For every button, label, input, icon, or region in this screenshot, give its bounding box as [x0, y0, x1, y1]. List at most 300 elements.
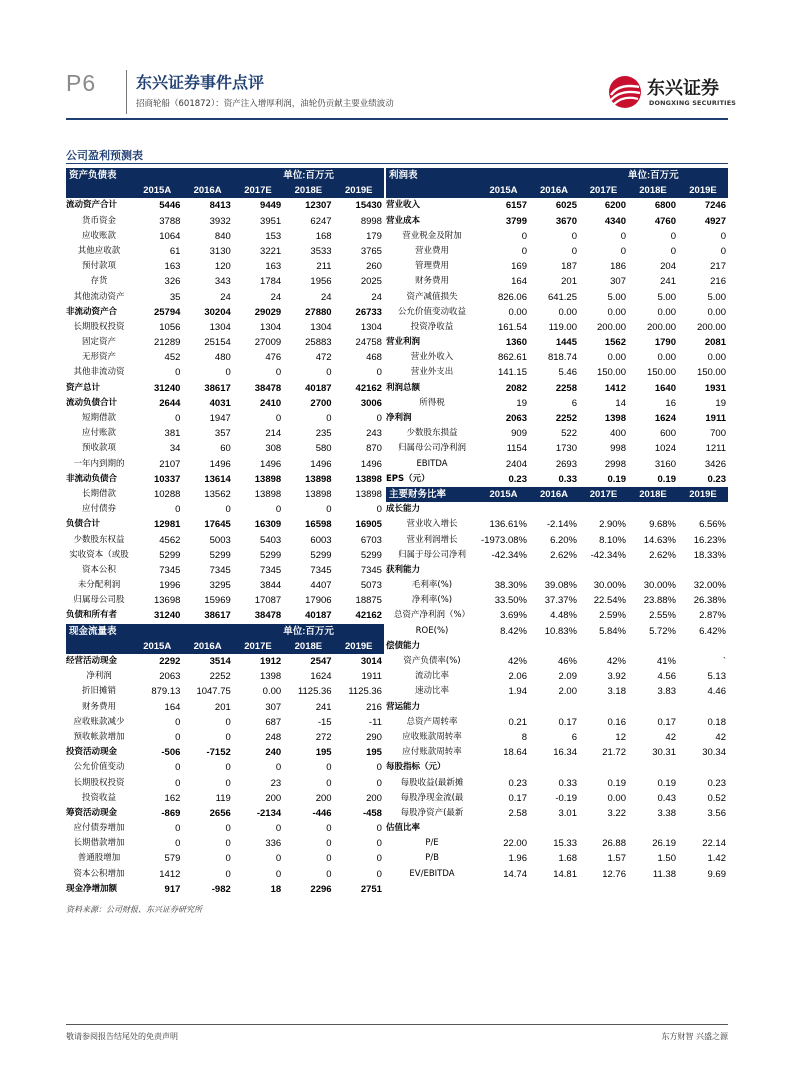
cell-value: 0	[225, 838, 231, 850]
row-label: 营业利润增长	[406, 534, 458, 545]
row-label: 少数股东损益	[406, 428, 458, 439]
cell-value: 580	[315, 443, 332, 455]
cell-value: 818.74	[547, 352, 577, 364]
row-label: 预付款项	[81, 261, 116, 272]
cell-value: 14.63%	[643, 534, 676, 546]
cell-value: 23.88%	[643, 595, 676, 607]
cell-value: 0	[175, 731, 181, 743]
year-header: 2019E	[345, 185, 373, 197]
cell-value: 8413	[209, 200, 231, 212]
cell-value: 4.56	[657, 671, 676, 683]
cell-value: 5003	[209, 534, 231, 546]
footer-slogan: 东方财智 兴盛之源	[661, 1032, 728, 1041]
table-row	[66, 411, 384, 426]
table-row	[386, 274, 728, 289]
table-row	[66, 791, 384, 806]
table-row	[66, 214, 384, 229]
table-row	[66, 806, 384, 821]
table-row	[66, 760, 384, 775]
cell-value: 6025	[555, 200, 577, 212]
cell-value: 0	[225, 716, 231, 728]
cell-value: 0	[620, 230, 626, 242]
row-label: 应收账款减少	[73, 716, 125, 727]
cell-value: 0.19	[607, 777, 626, 789]
cell-value: 16.34	[553, 747, 577, 759]
row-label: EPS（元）	[386, 473, 430, 484]
section-row	[386, 821, 728, 836]
row-label: 归属母公司净利润	[397, 443, 466, 454]
cell-value: 25794	[153, 306, 181, 318]
cell-value: 3.01	[558, 807, 577, 819]
cell-value: 5.00	[707, 291, 726, 303]
cell-value: 42%	[507, 656, 527, 667]
cell-value: 0	[376, 868, 382, 880]
cell-value: 2644	[159, 397, 181, 409]
year-row-label	[66, 639, 132, 654]
cell-value: 0	[175, 367, 181, 379]
year-row-label: 主要财务比率	[389, 488, 447, 500]
table-row	[66, 882, 384, 897]
cell-value: 187	[561, 261, 577, 273]
cell-value: 141.15	[497, 367, 527, 379]
cell-value: 1947	[209, 413, 231, 424]
row-label: 非流动负债合	[66, 473, 118, 484]
cell-value: 18	[270, 883, 282, 895]
section-row	[386, 639, 728, 654]
year-header: 2016A	[193, 640, 222, 652]
section-row	[386, 502, 728, 517]
cell-value: 0	[175, 777, 181, 789]
table-row	[66, 867, 384, 882]
cell-value: 2404	[505, 458, 527, 470]
cell-value: 25154	[204, 337, 231, 349]
row-label: 营业外收入	[410, 352, 454, 363]
cell-value: 3514	[209, 656, 231, 667]
cell-value: 0.43	[657, 792, 676, 804]
cell-value: 0	[376, 777, 382, 789]
table-row	[386, 745, 728, 760]
table-row	[66, 426, 384, 441]
row-label: 财务费用	[81, 701, 116, 712]
cell-value: 0.33	[558, 777, 577, 789]
cell-value: 1304	[310, 321, 332, 333]
cell-value: 163	[164, 261, 181, 273]
cell-value: 168	[315, 230, 332, 242]
logo-cn-text: 东兴证券	[647, 78, 719, 99]
row-label: 实收资本（或股	[69, 549, 129, 560]
row-label: EBITDA	[416, 458, 448, 469]
cell-value: 18.64	[503, 747, 527, 759]
cell-value: -11	[368, 716, 382, 728]
cell-value: 2292	[159, 656, 181, 667]
company-logo	[607, 73, 737, 113]
table-row	[66, 457, 384, 472]
year-header-row	[386, 487, 728, 502]
cell-value: 13898	[305, 488, 332, 500]
cell-value: 2252	[209, 671, 231, 683]
cell-value: 162	[164, 792, 181, 804]
row-label: 应付债券增加	[73, 823, 125, 834]
row-label: 营运能力	[386, 701, 421, 712]
cell-value: 1496	[209, 458, 231, 470]
table-header-row	[66, 168, 384, 183]
row-label: 长期股权投资	[73, 777, 125, 788]
cell-value: 30.00%	[593, 580, 626, 592]
cell-value: 18.33%	[693, 549, 726, 561]
row-label: EV/EBITDA	[409, 868, 455, 879]
cell-value: 42162	[355, 610, 382, 622]
cell-value: 0.00	[262, 686, 282, 698]
table-row	[386, 517, 728, 532]
cell-value: 1398	[260, 671, 282, 683]
cell-value: 1.57	[607, 853, 626, 865]
cell-value: 217	[710, 261, 726, 273]
cell-value: 169	[511, 261, 527, 273]
cell-value: 1125.36	[297, 686, 332, 698]
cell-value: 201	[561, 276, 577, 288]
cell-value: 0.18	[707, 716, 726, 728]
cell-value: 38617	[204, 610, 231, 622]
row-label: 公允价值变动收益	[397, 306, 466, 317]
cell-value: 14	[615, 397, 626, 409]
cell-value: 1412	[604, 382, 626, 394]
cell-value: 248	[265, 731, 282, 743]
cell-value: 826.06	[497, 291, 527, 303]
section-rule	[66, 163, 728, 164]
table-row	[386, 396, 728, 411]
cell-value: 42%	[606, 656, 626, 667]
cell-value: 3788	[159, 215, 181, 227]
cell-value: 5.13	[707, 671, 726, 683]
cell-value: 24	[220, 291, 231, 303]
cell-value: 38.30%	[494, 580, 527, 592]
table-row	[386, 457, 728, 472]
cell-value: 33.50%	[494, 595, 527, 607]
cell-value: 0	[225, 367, 231, 379]
cell-value: 10.83%	[544, 625, 577, 637]
row-label: 财务费用	[414, 276, 449, 287]
cell-value: 3765	[360, 245, 382, 257]
cell-value: 5299	[260, 549, 282, 561]
table-row	[386, 593, 728, 608]
cell-value: 9.68%	[649, 519, 676, 531]
row-label: P/B	[425, 853, 439, 864]
cell-value: 5.00	[657, 291, 676, 303]
cell-value: 1412	[159, 868, 181, 880]
cell-value: -7152	[206, 747, 231, 759]
cell-value: 1640	[654, 382, 676, 394]
row-label: 存货	[90, 276, 108, 287]
cell-value: 0.19	[657, 777, 676, 789]
cell-value: 164	[511, 276, 527, 288]
row-label: 总资产净利润（%）	[393, 610, 471, 621]
row-label: 所得税	[419, 397, 445, 408]
cell-value: 917	[164, 883, 181, 895]
row-label: 每股指标（元）	[386, 762, 446, 773]
cell-value: 2081	[704, 337, 726, 349]
cell-value: 0.16	[607, 716, 626, 728]
cell-value: 21.72	[602, 747, 626, 759]
cell-value: 40187	[305, 382, 332, 394]
cell-value: 39.08%	[544, 580, 577, 592]
cell-value: -15	[317, 716, 332, 728]
cell-value: 13614	[204, 473, 231, 485]
cell-value: 0.00	[558, 306, 577, 318]
cell-value: 1911	[361, 671, 382, 683]
right-tables	[386, 168, 728, 882]
cell-value: 700	[710, 428, 726, 440]
cell-value: 2.55%	[649, 610, 676, 622]
cell-value: 3670	[555, 215, 577, 227]
cell-value: 0.00	[707, 306, 726, 318]
cell-value: 240	[265, 747, 282, 759]
cell-value: 1056	[159, 321, 181, 333]
cell-value: 42	[715, 731, 726, 743]
cell-value: 3.69%	[500, 610, 527, 622]
page-number: P6	[66, 70, 97, 96]
cell-value: 0.19	[657, 473, 676, 485]
cell-value: 909	[511, 428, 527, 440]
row-label: 流动比率	[414, 671, 449, 682]
cell-value: 4031	[209, 397, 231, 409]
cell-value: 290	[366, 731, 382, 743]
table-row	[386, 548, 728, 563]
row-label: 一年内到期的	[73, 458, 125, 469]
table-row	[386, 320, 728, 335]
year-header: 2019E	[689, 488, 717, 500]
cell-value: 30.31	[652, 747, 676, 759]
cell-value: 1931	[704, 382, 726, 394]
table-row	[386, 715, 728, 730]
cell-value: 1.68	[558, 853, 577, 865]
row-label: 资本公积	[81, 564, 116, 575]
year-header: 2017E	[589, 488, 618, 500]
cell-value: 400	[610, 428, 626, 440]
row-label: ROE(%)	[415, 625, 449, 636]
cell-value: 1.94	[508, 686, 527, 698]
cell-value: 3.38	[657, 807, 676, 819]
cell-value: 201	[214, 701, 231, 713]
cell-value: 1125.36	[348, 686, 382, 698]
cell-value: 4.46	[707, 686, 726, 698]
cell-value: 2547	[310, 656, 332, 667]
table-row	[66, 548, 384, 563]
cell-value: 0	[326, 413, 332, 424]
table-row	[386, 669, 728, 684]
cell-value: 1398	[604, 413, 626, 424]
cell-value: 241	[315, 701, 332, 713]
cell-value: 0.23	[508, 777, 527, 789]
row-label: 其他应收款	[77, 245, 121, 256]
cell-value: 1211	[705, 443, 726, 455]
cell-value: 3.83	[657, 686, 676, 698]
table-row	[386, 381, 728, 396]
cell-value: 3.56	[707, 807, 726, 819]
cell-value: 0	[225, 731, 231, 743]
cell-value: 14.74	[503, 868, 527, 880]
row-label: 营业收入	[386, 200, 421, 211]
cell-value: 119.00	[548, 321, 577, 333]
row-label: 偿债能力	[386, 640, 421, 651]
row-label: 流动资产合计	[66, 200, 118, 211]
row-label: 预收帐款增加	[73, 731, 125, 742]
row-label: P/E	[425, 838, 439, 849]
cell-value: 1956	[310, 276, 332, 288]
cell-value: 186	[610, 261, 626, 273]
cell-value: 5299	[360, 549, 382, 561]
row-label: 固定资产	[81, 337, 116, 348]
cell-value: 0	[225, 868, 231, 880]
cell-value: 26.19	[652, 838, 676, 850]
cell-value: 38478	[254, 382, 282, 394]
row-label: 速动比率	[414, 686, 449, 697]
cell-value: 1445	[555, 337, 577, 349]
table-title: 现金流量表	[69, 625, 117, 637]
cell-value: 12307	[305, 200, 332, 212]
cell-value: 1562	[604, 337, 626, 349]
cell-value: 150.00	[596, 367, 626, 379]
cell-value: -1973.08%	[481, 534, 527, 546]
row-label: 长期借款	[81, 488, 116, 499]
row-label: 公允价值变动	[73, 762, 125, 773]
cell-value: 41%	[656, 656, 676, 667]
table-row	[386, 806, 728, 821]
cell-value: 687	[265, 716, 282, 728]
cell-value: 60	[220, 443, 231, 455]
cell-value: 0.33	[558, 473, 577, 485]
cell-value: 0	[521, 230, 527, 242]
cell-value: 3006	[360, 397, 382, 409]
cell-value: 8.42%	[500, 625, 527, 637]
cell-value: 1304	[360, 321, 382, 333]
cell-value: `	[722, 656, 726, 667]
cell-value: 6800	[654, 200, 676, 212]
row-label: 毛利率(%)	[411, 580, 453, 591]
cell-value: 1996	[159, 580, 181, 592]
cell-value: 13898	[355, 488, 382, 500]
cell-value: 0	[175, 838, 181, 850]
cell-value: 6200	[604, 200, 626, 212]
cell-value: 0	[720, 230, 726, 242]
cell-value: 2700	[310, 397, 332, 409]
cell-value: 200.00	[646, 321, 676, 333]
row-label: 资产总计	[66, 382, 101, 393]
cell-value: 22.14	[702, 838, 726, 850]
row-label: 净利率(%)	[411, 595, 453, 606]
cell-value: -869	[161, 807, 181, 819]
row-label: 资产减值损失	[406, 291, 458, 302]
cell-value: 5073	[360, 580, 382, 592]
cell-value: 2.62%	[649, 549, 676, 561]
row-label: 营业外支出	[410, 367, 454, 378]
cell-value: 13898	[254, 473, 282, 485]
cell-value: 1730	[555, 443, 577, 455]
cell-value: 9449	[260, 200, 282, 212]
cell-value: 308	[265, 443, 282, 455]
cell-value: 0.21	[508, 716, 527, 728]
table-row	[386, 836, 728, 851]
cell-value: 1911	[705, 413, 726, 424]
cell-value: 0	[670, 230, 676, 242]
source-note: 资料来源：公司财报、东兴证券研究所	[66, 905, 202, 914]
cell-value: 14.81	[553, 868, 577, 880]
cell-value: 216	[366, 701, 382, 713]
table-row	[386, 335, 728, 350]
row-label: 获利能力	[386, 564, 421, 575]
cell-value: 3.92	[607, 671, 626, 683]
cell-value: 0	[175, 823, 181, 835]
cell-value: 1784	[260, 276, 282, 288]
cell-value: 326	[164, 276, 181, 288]
cell-value: 119	[215, 792, 231, 804]
cell-value: 0	[225, 853, 231, 865]
cell-value: -446	[312, 807, 332, 819]
cell-value: 0	[720, 245, 726, 257]
cell-value: 2063	[505, 413, 527, 424]
cell-value: 6.20%	[550, 534, 577, 546]
table-row	[386, 411, 728, 426]
cell-value: 164	[164, 701, 181, 713]
table-row	[66, 320, 384, 335]
cell-value: 1.50	[657, 853, 676, 865]
table-row	[66, 441, 384, 456]
cell-value: 2063	[159, 671, 181, 683]
table-row	[386, 365, 728, 380]
cell-value: 452	[164, 352, 181, 364]
cell-value: 0.17	[558, 716, 577, 728]
table-row	[66, 259, 384, 274]
cell-value: 0	[326, 838, 332, 850]
row-label: 投资活动现金	[66, 747, 118, 758]
cell-value: 641.25	[547, 291, 577, 303]
cell-value: 179	[366, 230, 382, 242]
cell-value: 2025	[360, 276, 382, 288]
cell-value: 3844	[260, 580, 282, 592]
cell-value: -0.19	[555, 792, 577, 804]
year-header: 2016A	[540, 488, 568, 500]
cell-value: 6	[571, 397, 577, 409]
cell-value: 0	[326, 367, 332, 379]
footer-rule	[66, 1024, 728, 1025]
cell-value: 0	[275, 868, 282, 880]
cell-value: 1912	[260, 656, 282, 667]
cell-value: 22.00	[503, 838, 527, 850]
table-row	[66, 851, 384, 866]
cell-value: 5403	[260, 534, 282, 546]
cell-value: 10337	[153, 473, 181, 485]
table-row	[386, 441, 728, 456]
cell-value: 600	[660, 428, 676, 440]
cell-value: 26.38%	[693, 595, 726, 607]
cell-value: 2.90%	[599, 519, 626, 531]
table-row	[66, 533, 384, 548]
table-row	[66, 517, 384, 532]
table-row	[386, 244, 728, 259]
year-header: 2015A	[143, 185, 172, 197]
row-label: 资本公积增加	[73, 868, 125, 879]
cell-value: 0	[376, 762, 382, 774]
cell-value: 17645	[204, 519, 231, 531]
cell-value: 0	[571, 245, 577, 257]
cell-value: 0	[326, 868, 332, 880]
cell-value: 0.23	[707, 777, 726, 789]
cell-value: 476	[265, 352, 282, 364]
table-row	[66, 578, 384, 593]
cell-value: -458	[362, 807, 382, 819]
cell-value: 0	[275, 413, 282, 424]
report-title: 东兴证券事件点评	[136, 73, 265, 92]
table-row	[386, 654, 728, 669]
